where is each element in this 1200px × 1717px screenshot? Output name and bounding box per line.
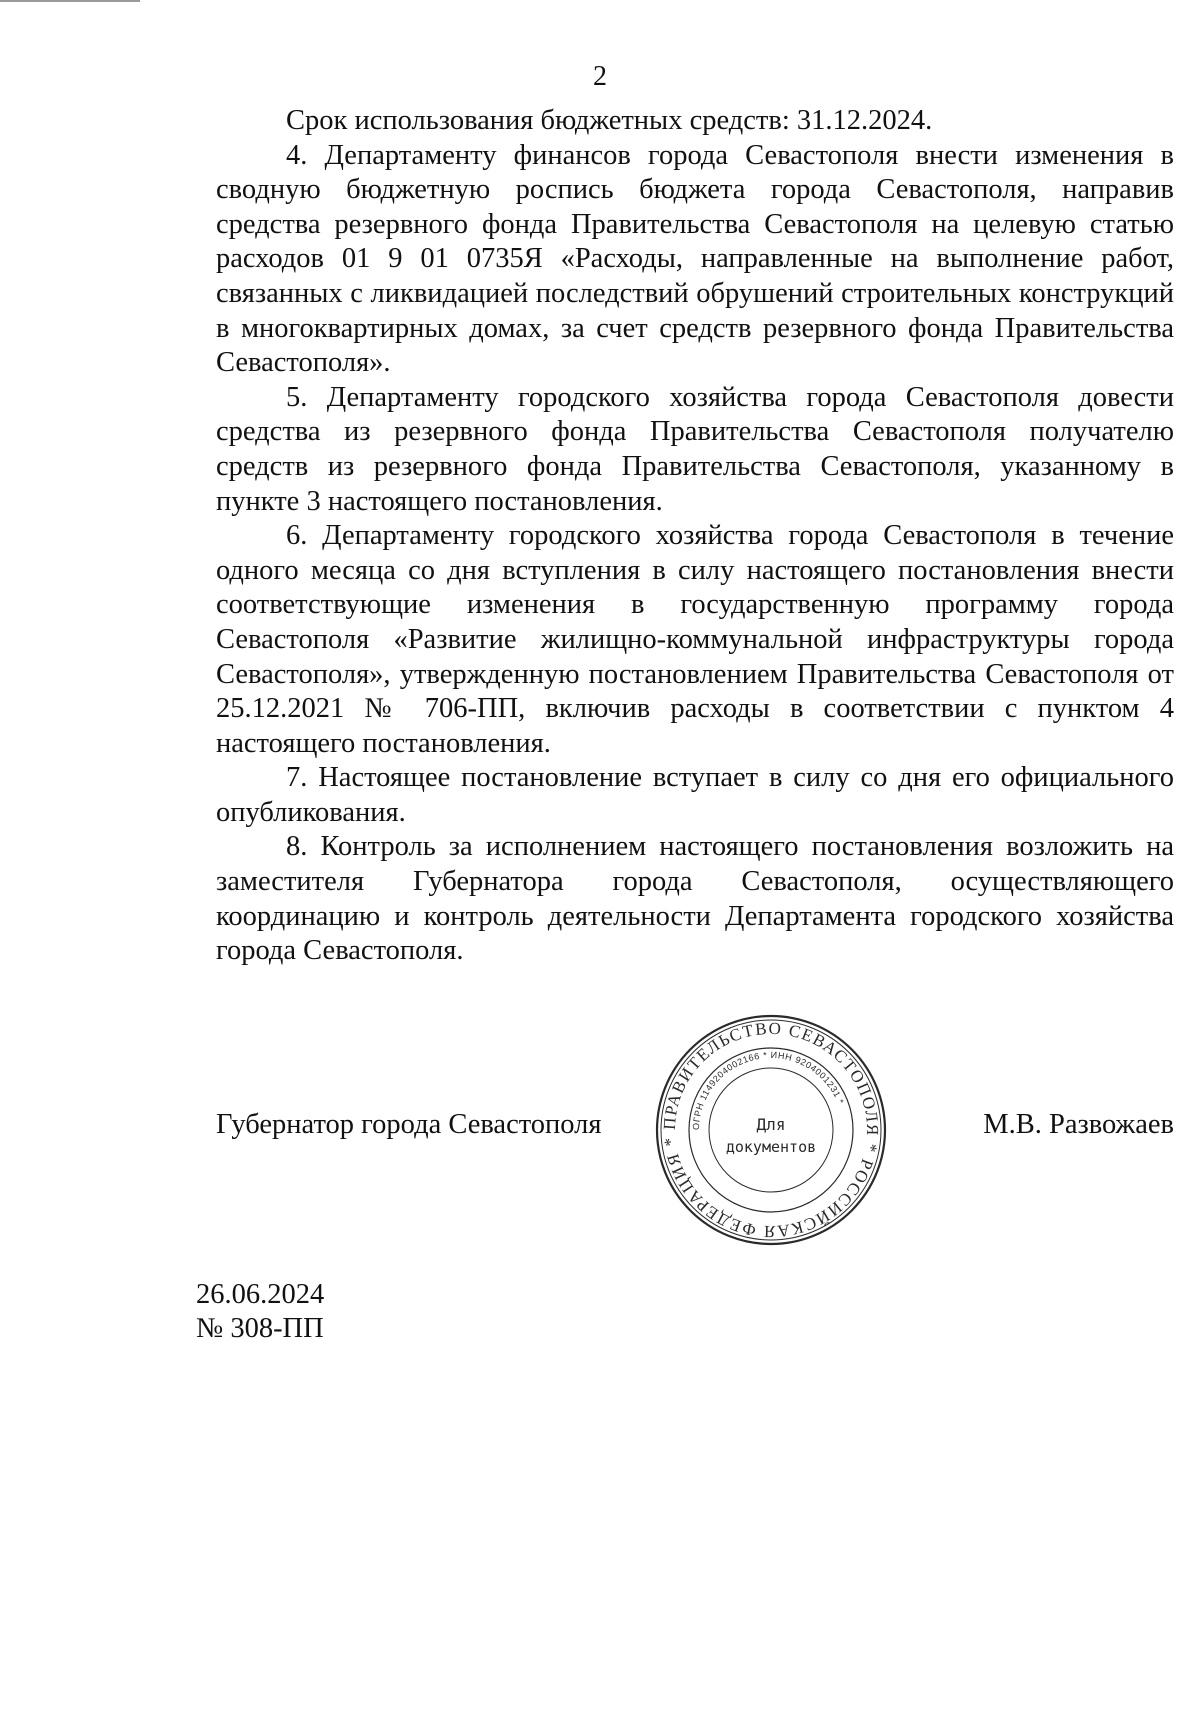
document-date: 26.06.2024 xyxy=(196,1279,325,1310)
paragraph-budget-term: Срок использования бюджетных средств: 31.12.2024. xyxy=(286,105,933,136)
paragraph-item-5: 5. Департаменту городского хозяйства города Севастополя довести средства из резервного фонда Правительства Севастополя получателю средств из резервного фонда Правительства Севастополя, указанному в пункте 3 настоящего постановления. xyxy=(216,381,1174,517)
paragraph-item-6: 6. Департаменту городского хозяйства города Севастополя в течение одного месяца со дня вступления в силу настоящего постановления внести соответствующие изменения в государственную программу города Севастополя «Развитие жилищно-коммунальной инфраструктуры города Севастополя», утвержденную постановлением Правительства Севастополя от 25.12.2021 № 706-ПП, включив расходы в соответствии с пунктом 4 настоящего постановления. xyxy=(216,520,1174,759)
document-body xyxy=(216,104,1174,969)
seal-inner-text: ОГРН 1149204002166 * ИНН 9204001231 * xyxy=(690,1049,846,1131)
seal-center-line-2: документов xyxy=(725,1138,817,1156)
seal-outer-text: ПРАВИТЕЛЬСТВО СЕВАСТОПОЛЯ * РОССИЙСКАЯ ФЕДЕРАЦИЯ * xyxy=(659,1018,883,1242)
paragraph-item-4: 4. Департаменту финансов города Севастополя внести изменения в сводную бюджетную роспись бюджета города Севастополя, направив средства резервного фонда Правительства Севастополя на целевую статью расходов 01 9 01 0735Я «Расходы, направленные на выполнение работ, связанных с ликвидацией последствий обрушений строительных конструкций в многоквартирных домах, за счет средств резервного фонда Правительства Севастополя». xyxy=(216,139,1174,379)
seal-graphic xyxy=(653,1012,889,1248)
seal-center-line-1: Для xyxy=(756,1115,786,1134)
paragraph-item-8: 8. Контроль за исполнением настоящего постановления возложить на заместителя Губернатора города Севастополя, осуществляющего координацию и контроль деятельности Департамента городского хозяйства города Севастополя. xyxy=(216,831,1174,967)
paragraph-item-7: 7. Настоящее постановление вступает в силу со дня его официального опубликования. xyxy=(216,762,1174,828)
signer-name: М.В. Развожаев xyxy=(983,1109,1174,1140)
document-number: № 308-ПП xyxy=(196,1313,324,1344)
signer-title: Губернатор города Севастополя xyxy=(216,1109,602,1140)
scan-edge-line xyxy=(0,0,140,2)
page-number: 2 xyxy=(593,61,607,92)
official-seal xyxy=(653,1012,889,1248)
